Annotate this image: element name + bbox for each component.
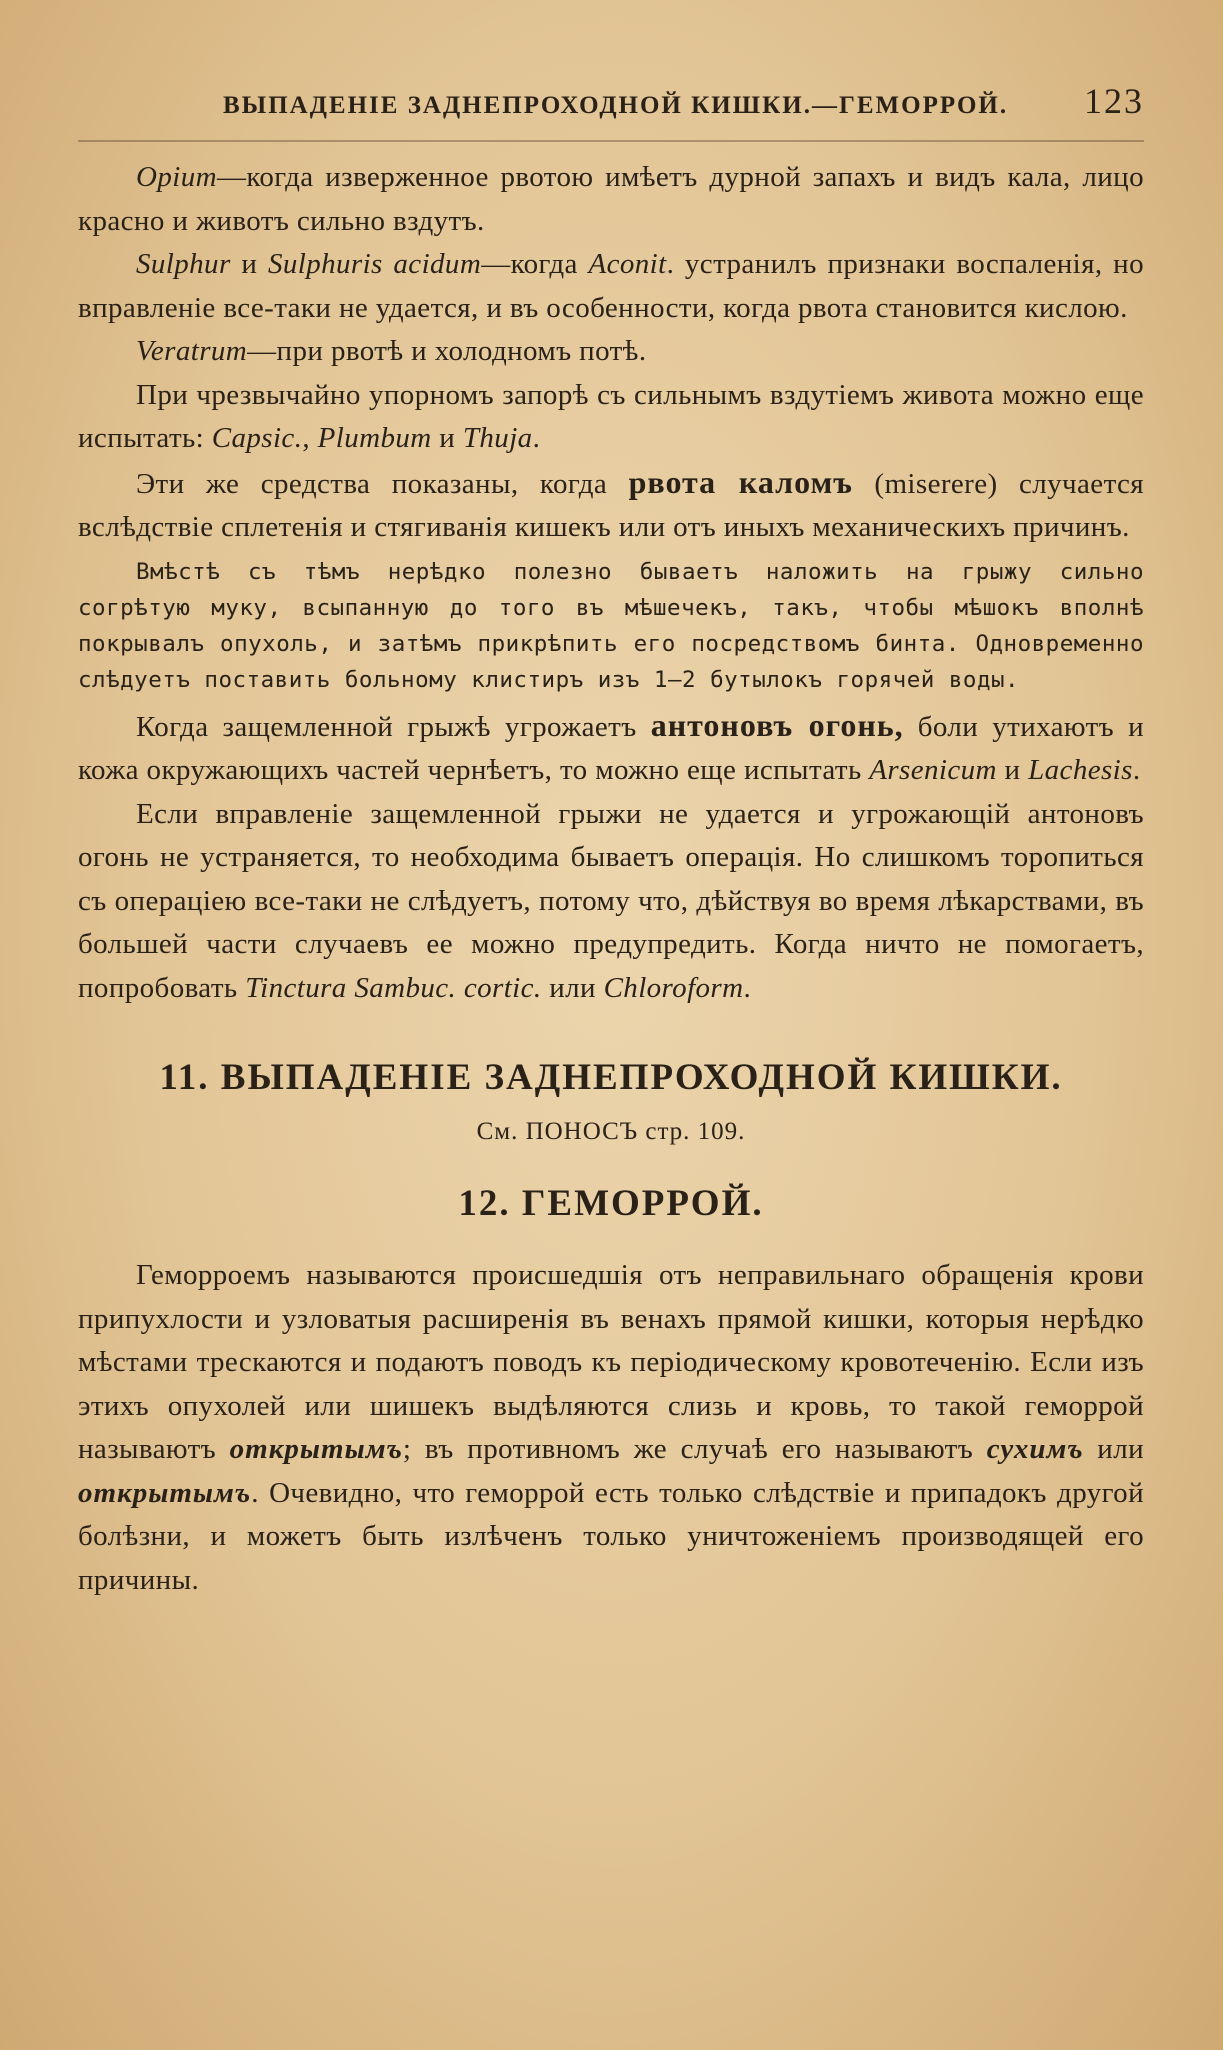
paragraph-text: .	[743, 971, 752, 1004]
paragraph-text: .	[1132, 754, 1141, 786]
paragraph-text: . устранилъ признаки воспаленія, но вправленіе все-таки не удается, и въ особенности, когда рвота становится кислою.	[78, 248, 1144, 324]
paragraph-text: Эти же средства показаны, когда	[136, 467, 629, 500]
paragraph-opium	[78, 156, 1144, 243]
paragraph-small-print	[78, 554, 1144, 698]
paragraph-gangrene	[78, 704, 1144, 793]
paragraph-text: Геморроемъ называются происшедшія отъ неправильнаго обращенія крови припухлости и узловатыя расширенія въ венахъ прямой кишки, которыя нерѣдко мѣстами трескаются и подаютъ поводъ къ періодическому кровотеченію. Если изъ этихъ опухолей или шишекъ выдѣляются слизь и кровь, то такой геморрой называютъ	[78, 1259, 1144, 1465]
paragraph-text: —когда	[481, 248, 589, 280]
running-title: ВЫПАДЕНІЕ ЗАДНЕПРОХОДНОЙ КИШКИ.—ГЕМОРРОЙ.	[223, 92, 1009, 119]
remedy-name: Thuja	[462, 422, 533, 454]
remedy-name: Opium	[136, 161, 217, 193]
remedy-name: Chloroform	[603, 971, 744, 1004]
paragraph-miserere	[78, 461, 1144, 550]
paragraph-text: —когда изверженное рвотою имѣетъ дурной запахъ и видъ кала, лицо красно и животъ сильно вздутъ.	[78, 161, 1144, 237]
remedy-name: Aconit	[588, 248, 667, 280]
paragraph-text: Если вправленіе защемленной грыжи не удается и угрожающій антоновъ огонь не устраняется, то необходима бываетъ операція. Но слишкомъ торопиться съ операціею все-таки не слѣдуетъ, потому что, дѣйствуя во время лѣкарствами, въ большей части случаевъ ее можно предупредить. Когда ничто не помогаетъ, попробовать	[78, 797, 1144, 1004]
remedy-name: Sulphuris acidum	[267, 248, 482, 280]
section-heading-12: 12. ГЕМОРРОЙ.	[458, 1183, 764, 1224]
paragraph-text: (miserere) случается вслѣдствіе сплетенія и стягиванія кишекъ или отъ иныхъ механическихъ причинъ.	[78, 467, 1145, 543]
bold-term: антоновъ огонь,	[650, 706, 904, 743]
emphasized-term: открытымъ	[229, 1433, 403, 1465]
paragraph-text: или	[1083, 1433, 1144, 1465]
remedy-name: Veratrum	[136, 335, 248, 367]
emphasized-term: сухимъ	[986, 1433, 1084, 1465]
paragraph-text: и	[431, 422, 463, 454]
paragraph-constipation	[78, 374, 1144, 461]
emphasized-term: открытымъ	[78, 1476, 252, 1509]
remedy-name: Tinctura Sambuc. cortic.	[245, 971, 542, 1004]
bold-term: рвота каломъ	[628, 463, 853, 500]
paragraph-sulphur	[78, 243, 1144, 330]
remedy-name: Plumbum	[317, 422, 432, 454]
remedy-name: Lachesis	[1028, 754, 1133, 786]
paragraph-operation	[78, 793, 1144, 1011]
cross-reference: См. ПОНОСЪ стр. 109.	[476, 1118, 746, 1145]
paragraph-text: Вмѣстѣ съ тѣмъ нерѣдко полезно бываетъ наложить на грыжу сильно согрѣтую муку, всыпанную до того въ мѣшечекъ, такъ, чтобы мѣшокъ вполнѣ покрывалъ опухоль, и затѣмъ прикрѣпить его посредствомъ бинта. Одновременно слѣдуетъ поставить больному клистиръ изъ 1—2 бутылокъ горячей воды.	[78, 558, 1144, 693]
paragraph-text: и	[996, 754, 1029, 786]
paragraph-hemorrhoids	[78, 1254, 1144, 1602]
paragraph-text: ,	[302, 422, 318, 454]
paragraph-text: ; въ противномъ же случаѣ его называютъ	[402, 1433, 987, 1465]
section-heading-11: 11. ВЫПАДЕНІЕ ЗАДНЕПРОХОДНОЙ КИШКИ.	[159, 1057, 1063, 1098]
paragraph-text: —при рвотѣ и холодномъ потѣ.	[247, 335, 647, 367]
paragraph-text: . Очевидно, что геморрой есть только слѣдствіе и припадокъ другой болѣзни, и можетъ быть излѣченъ только уничтоженіемъ производящей его причины.	[78, 1476, 1144, 1596]
running-header	[78, 80, 1144, 142]
paragraph-text: или	[541, 971, 604, 1004]
paragraph-text: При чрезвычайно упорномъ запорѣ съ сильнымъ вздутіемъ живота можно еще испытать:	[78, 378, 1144, 454]
remedy-name: Capsic.	[211, 422, 303, 454]
paragraph-text: Когда защемленной грыжѣ угрожаетъ	[136, 710, 651, 743]
paragraph-veratrum	[78, 330, 1144, 374]
paragraph-text: и	[230, 248, 268, 280]
paragraph-text: .	[532, 422, 541, 454]
remedy-name: Sulphur	[136, 248, 231, 280]
remedy-name: Arsenicum	[869, 754, 997, 786]
paragraph-text: боли утихаютъ и кожа окружающихъ частей чернѣетъ, то можно еще испытать	[78, 710, 1145, 786]
book-page	[78, 80, 1144, 1602]
page-number: 123	[1084, 81, 1144, 121]
